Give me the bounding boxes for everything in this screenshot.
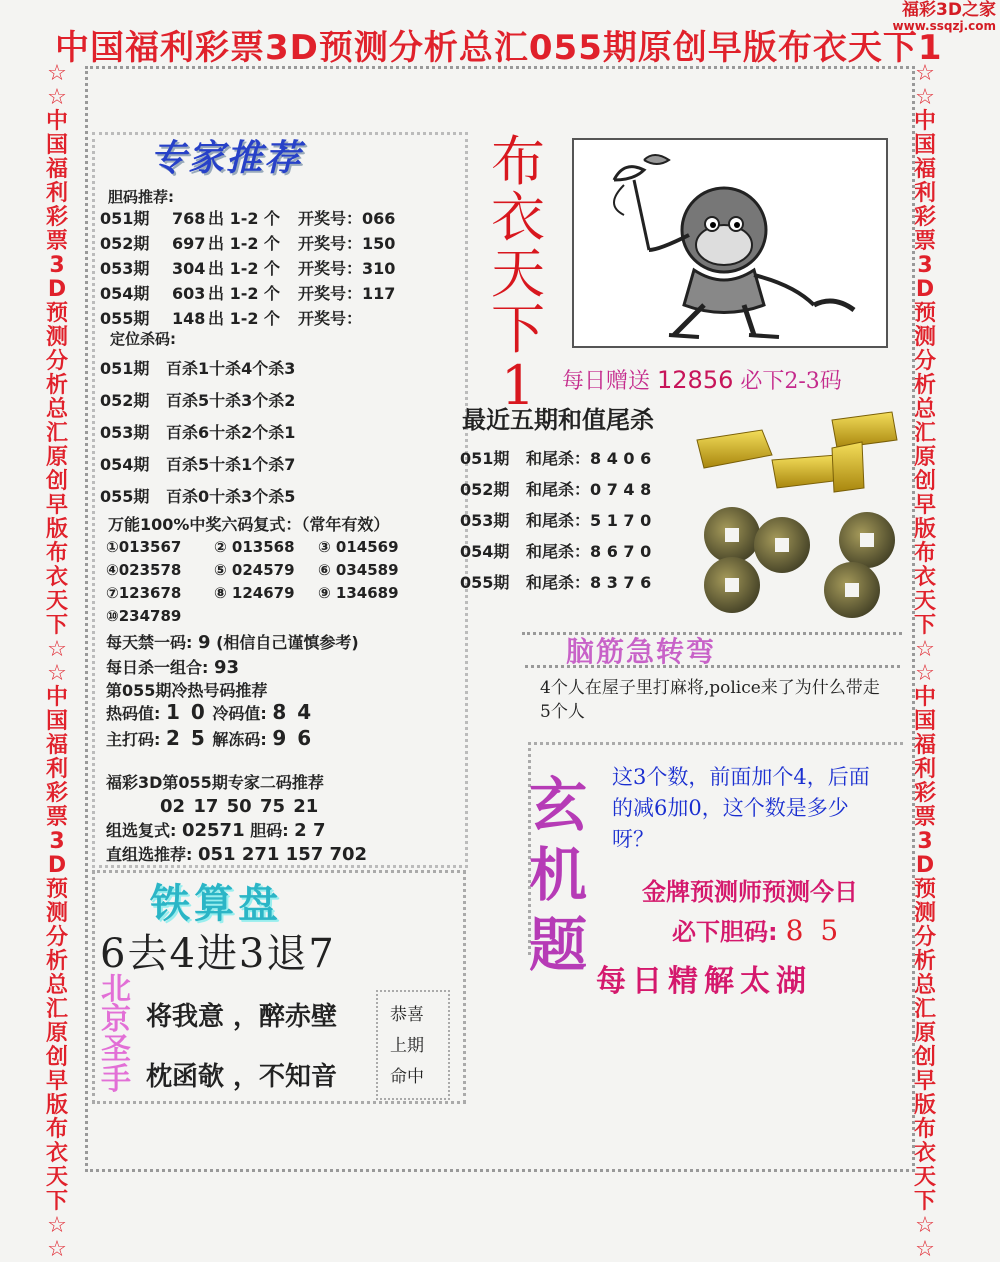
tiesuanpan-heading: 铁算盘 [150, 881, 282, 927]
riddle-vertical: 玄机题 [528, 771, 587, 979]
left-side-banner: ☆☆中国福利彩票3D预测分析总汇原创早版布衣天下☆☆中国福利彩票3D预测分析总汇原创早版布衣天下☆☆ [45, 61, 68, 1262]
riddle-text: 这3个数，前面加个4，后面的减6加0，这个数是多少呀？ [612, 765, 870, 851]
six-code-item: ② 013568 [214, 538, 295, 556]
congrats-text: 恭喜 上期 命中 [390, 1005, 424, 1087]
sum-tail-row: 052期 和尾杀：0 7 4 8 [460, 480, 652, 499]
ban-one-code: 每天禁一码: 9 (相信自己谨慎参考) [106, 632, 359, 653]
kill-table [100, 356, 460, 516]
monkey-icon [574, 140, 886, 346]
page-title: 中国福利彩票3D预测分析总汇055期原创早版布衣天下1 [55, 28, 943, 68]
six-code-item: ⑨ 134689 [318, 584, 399, 602]
six-code-item: ⑥ 034589 [318, 561, 399, 579]
hotcold-title: 第055期冷热号码推荐 [106, 681, 268, 700]
poem-line2: 枕函欹 ，不知音 [146, 1062, 338, 1092]
dan-row: 051期 768 出 1-2 个 开奖号：066 [100, 209, 396, 228]
six-code-grid [106, 538, 456, 630]
gold-coins-illustration [692, 400, 904, 630]
brain-heading: 脑筋急转弯 [566, 635, 717, 668]
right-side-banner: ☆☆中国福利彩票3D预测分析总汇原创早版布衣天下☆☆中国福利彩票3D预测分析总汇原创早版布衣天下☆☆ [913, 61, 936, 1262]
gold-dan: 必下胆码: 8 5 [672, 914, 843, 947]
kill-combo: 每日杀一组合: 93 [106, 657, 240, 678]
kill-row: 053期 百杀6十杀2个杀1 [100, 423, 296, 442]
sum-tail-table [460, 446, 690, 601]
six-code-item: ①013567 [106, 538, 182, 556]
brain-question: 4个人在屋子里打麻将,police来了为什么带走5个人 [540, 678, 880, 722]
daily-gift: 每日赠送 12856 必下2-3码 [562, 366, 842, 394]
six-code-item: ⑦123678 [106, 584, 182, 602]
two-code-numbers: 02 17 50 75 21 [160, 796, 319, 817]
sum-tail-title: 最近五期和值尾杀 [462, 405, 654, 434]
sum-tail-row: 051期 和尾杀：8 4 0 6 [460, 449, 652, 468]
direct-select: 直组选推荐: 051 271 157 702 [106, 844, 368, 865]
sum-tail-row: 055期 和尾杀：8 3 7 6 [460, 573, 652, 592]
main-unfreeze-values: 主打码: 2 5 解冻码: 9 6 [106, 726, 314, 750]
riddle-footer: 每日精解太湖 [596, 964, 812, 999]
buyi-vertical-title: 布衣天下1 [491, 130, 545, 417]
dan-row: 052期 697 出 1-2 个 开奖号：150 [100, 234, 396, 253]
gold-coins-icon [692, 400, 904, 630]
dan-title: 胆码推荐: [108, 188, 174, 206]
poem-line1: 将我意 ，醉赤壁 [146, 1002, 338, 1032]
dan-row: 055期 148 出 1-2 个 开奖号： [100, 309, 363, 328]
tiesuanpan-formula: 6去4进3退7 [100, 931, 336, 977]
six-code-item: ⑧ 124679 [214, 584, 295, 602]
monkey-illustration [572, 138, 888, 348]
logo-text: 福彩3D之家 [902, 0, 996, 20]
site-logo [893, 2, 996, 34]
expert-heading: 专家推荐 [150, 138, 303, 179]
beijing-vertical: 北京圣手 [101, 972, 131, 1097]
brain-divider [525, 665, 900, 668]
six-code-item: ③ 014569 [318, 538, 399, 556]
sum-tail-row: 053期 和尾杀：5 1 7 0 [460, 511, 652, 530]
six-code-title: 万能100%中奖六码复式：（常年有效） [108, 515, 390, 534]
kill-row: 055期 百杀0十杀3个杀5 [100, 487, 296, 506]
kill-title: 定位杀码: [110, 330, 176, 348]
kill-row: 051期 百杀1十杀4个杀3 [100, 359, 296, 378]
dan-row: 053期 304 出 1-2 个 开奖号：310 [100, 259, 396, 278]
sum-tail-row: 054期 和尾杀：8 6 7 0 [460, 542, 652, 561]
six-code-item: ⑤ 024579 [214, 561, 295, 579]
kill-row: 054期 百杀5十杀1个杀7 [100, 455, 296, 474]
hot-cold-values: 热码值: 1 0 冷码值: 8 4 [106, 700, 314, 724]
two-code-title: 福彩3D第055期专家二码推荐 [106, 773, 324, 792]
kill-row: 052期 百杀5十杀3个杀2 [100, 391, 296, 410]
logo-url: www.ssqzj.com [892, 19, 996, 33]
dan-row: 054期 603 出 1-2 个 开奖号：117 [100, 284, 396, 303]
group-select: 组选复式: 02571 胆码: 2 7 [106, 820, 326, 841]
six-code-item: ④023578 [106, 561, 182, 579]
six-code-item: ⑩234789 [106, 607, 182, 625]
gold-title: 金牌预测师预测今日 [642, 878, 858, 906]
dan-table [100, 206, 460, 331]
